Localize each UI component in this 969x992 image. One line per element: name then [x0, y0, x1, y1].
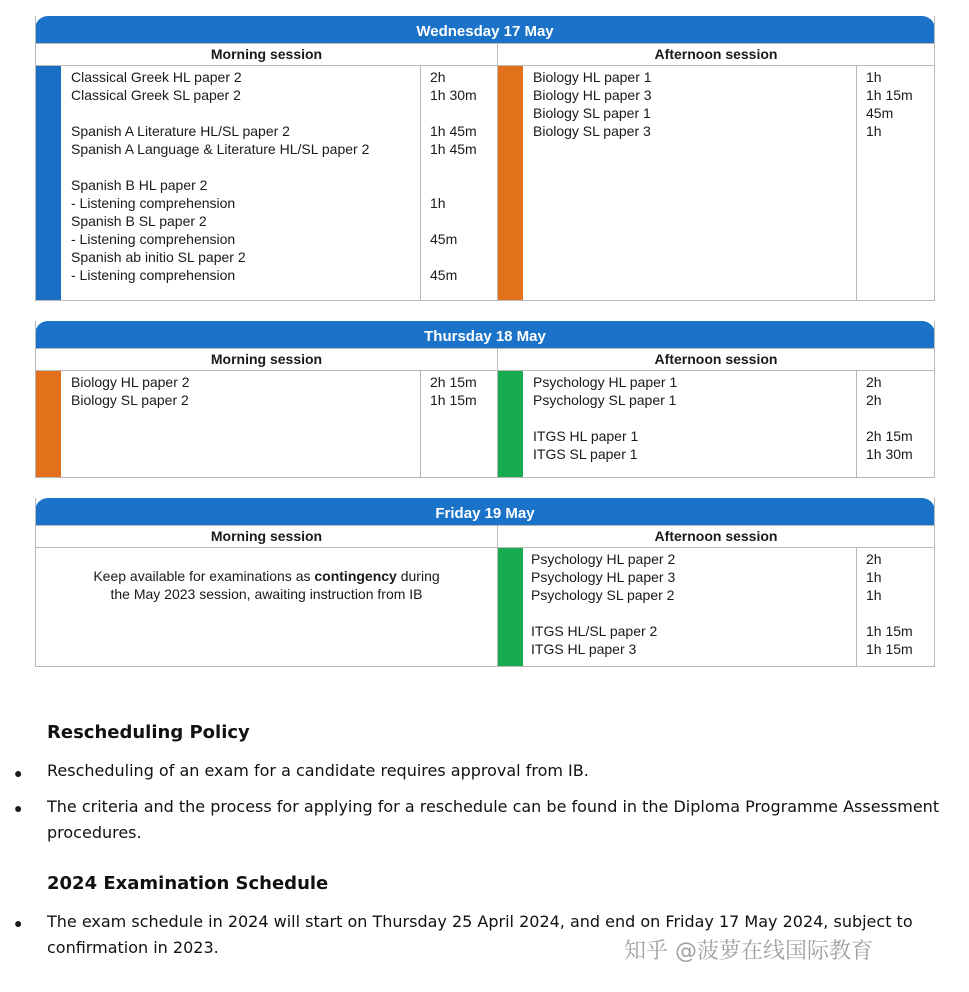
- subject-name: ITGS HL/SL paper 2: [531, 623, 658, 639]
- duration-list: [856, 548, 934, 666]
- duration-value: 1h 30m: [866, 446, 913, 462]
- duration-list: [420, 371, 497, 477]
- subject-name: ITGS HL paper 3: [531, 641, 637, 657]
- watermark: 知乎 @菠萝在线国际教育: [624, 939, 873, 964]
- day-table-friday: [35, 498, 935, 667]
- subject-name: Biology SL paper 2: [71, 392, 189, 408]
- duration-value: 1h 15m: [430, 392, 477, 408]
- duration-list: [856, 66, 934, 300]
- subject-name: - Listening comprehension: [71, 267, 236, 283]
- row-spacer: [71, 104, 420, 122]
- duration-list: [856, 371, 934, 477]
- subject-name: Psychology SL paper 1: [533, 392, 677, 408]
- subject-name: Spanish ab initio SL paper 2: [71, 249, 246, 265]
- day-title: Thursday 18 May: [35, 321, 935, 348]
- row-spacer: [430, 212, 497, 230]
- duration-value: 2h: [430, 69, 446, 85]
- subject-list: [523, 371, 856, 477]
- subject-name: Spanish B SL paper 2: [71, 213, 207, 229]
- session-color-bar: [498, 548, 523, 666]
- subject-name: ITGS HL paper 1: [533, 428, 639, 444]
- row-spacer: [531, 604, 856, 622]
- contingency-note: Keep available for examinations as contingency during the May 2023 session, awaiting instruction from IB: [36, 548, 498, 666]
- afternoon-session: [498, 371, 934, 477]
- morning-session: [36, 66, 498, 300]
- subject-name: Biology HL paper 2: [71, 374, 190, 390]
- session-color-bar: [36, 66, 61, 300]
- afternoon-session: [498, 66, 934, 300]
- duration-value: 1h 15m: [866, 87, 913, 103]
- subject-name: Spanish A Language & Literature HL/SL paper 2: [71, 141, 370, 157]
- schedule-2024-bullet: The exam schedule in 2024 will start on Thursday 25 April 2024, and end on Friday 17 May 2024, subject to confirmation in 2023.: [47, 912, 913, 957]
- duration-value: 2h: [866, 551, 882, 567]
- duration-list: [420, 66, 497, 300]
- duration-value: 1h 45m: [430, 123, 477, 139]
- subject-name: Classical Greek SL paper 2: [71, 87, 241, 103]
- subject-name: ITGS SL paper 1: [533, 446, 638, 462]
- day-table-thursday: [35, 321, 935, 478]
- subject-name: Psychology HL paper 3: [531, 569, 676, 585]
- afternoon-session-header: Afternoon session: [654, 528, 778, 544]
- schedule-2024-heading: 2024 Examination Schedule: [47, 873, 329, 894]
- duration-value: 45m: [866, 105, 894, 121]
- rescheduling-bullet-2: The criteria and the process for applying for a reschedule can be found in the Diploma Programme Assessment procedures.: [47, 797, 940, 842]
- session-color-bar: [498, 371, 523, 477]
- subject-list: [523, 66, 856, 300]
- subject-name: Psychology HL paper 2: [531, 551, 676, 567]
- day-table-wednesday: [35, 16, 935, 301]
- subject-name: Biology HL paper 3: [533, 87, 652, 103]
- duration-value: 1h: [866, 123, 882, 139]
- duration-value: 1h 15m: [866, 623, 913, 639]
- row-spacer: [430, 104, 497, 122]
- subject-list: [61, 66, 420, 300]
- morning-session: [36, 371, 498, 477]
- subject-name: Spanish A Literature HL/SL paper 2: [71, 123, 290, 139]
- subject-name: - Listening comprehension: [71, 195, 236, 211]
- rescheduling-bullet-1: Rescheduling of an exam for a candidate requires approval from IB.: [47, 761, 589, 780]
- row-spacer: [866, 409, 934, 427]
- duration-value: 2h 15m: [430, 374, 477, 390]
- rescheduling-policy-heading: Rescheduling Policy: [47, 722, 250, 743]
- duration-value: 1h 45m: [430, 141, 477, 157]
- subject-list: [523, 548, 856, 666]
- subject-list: [61, 371, 420, 477]
- row-spacer: [430, 176, 497, 194]
- duration-value: 1h 15m: [866, 641, 913, 657]
- duration-value: 1h: [866, 569, 882, 585]
- subject-name: Psychology HL paper 1: [533, 374, 678, 390]
- bullet-icon: ●: [14, 765, 23, 781]
- duration-value: 1h: [866, 69, 882, 85]
- row-spacer: [71, 158, 420, 176]
- duration-value: 45m: [430, 231, 458, 247]
- morning-session-header: Morning session: [36, 44, 498, 65]
- duration-value: 2h: [866, 374, 882, 390]
- session-color-bar: [498, 66, 523, 300]
- bullet-icon: ●: [14, 915, 23, 931]
- afternoon-session-header: Afternoon session: [654, 351, 778, 367]
- subject-name: Biology SL paper 3: [533, 123, 651, 139]
- duration-value: 1h: [430, 195, 446, 211]
- day-title: Wednesday 17 May: [35, 16, 935, 43]
- duration-value: 2h: [866, 392, 882, 408]
- afternoon-session-header: Afternoon session: [654, 46, 778, 62]
- row-spacer: [533, 409, 856, 427]
- row-spacer: [866, 604, 934, 622]
- row-spacer: [430, 158, 497, 176]
- morning-session-header: Morning session: [36, 349, 498, 370]
- morning-session-header: Morning session: [36, 526, 498, 547]
- session-color-bar: [36, 371, 61, 477]
- subject-name: Biology HL paper 1: [533, 69, 652, 85]
- bullet-icon: ●: [14, 800, 23, 816]
- row-spacer: [430, 248, 497, 266]
- duration-value: 1h 30m: [430, 87, 477, 103]
- subject-name: - Listening comprehension: [71, 231, 236, 247]
- subject-name: Spanish B HL paper 2: [71, 177, 208, 193]
- duration-value: 2h 15m: [866, 428, 913, 444]
- duration-value: 45m: [430, 267, 458, 283]
- day-title: Friday 19 May: [35, 498, 935, 525]
- subject-name: Classical Greek HL paper 2: [71, 69, 242, 85]
- afternoon-session: [498, 548, 934, 666]
- subject-name: Biology SL paper 1: [533, 105, 651, 121]
- duration-value: 1h: [866, 587, 882, 603]
- subject-name: Psychology SL paper 2: [531, 587, 675, 603]
